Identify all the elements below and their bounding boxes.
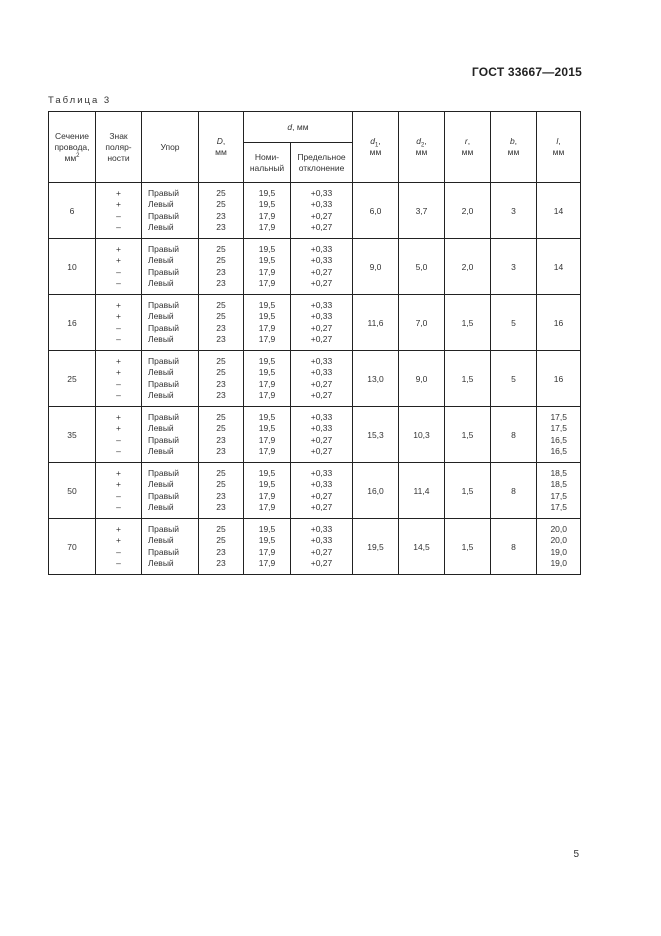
cell-polarity [96, 183, 142, 239]
cell-nominal-value: 19,5 [258, 367, 276, 378]
cell-deviation-value: +0,33 [310, 479, 333, 490]
cell-deviation-value: +0,27 [310, 546, 333, 557]
cell-polarity-value: – [116, 322, 121, 333]
cell-stop [142, 519, 199, 575]
cell-l-value: 17,5 [550, 423, 567, 434]
cell-stop [142, 239, 199, 295]
cell-stop-value: Правый [148, 243, 179, 254]
cell-deviation-value: +0,27 [310, 501, 333, 512]
cell-nominal-value: 19,5 [258, 523, 276, 534]
cell-deviation-value: +0,27 [310, 333, 333, 344]
cell-b: 8 [491, 519, 537, 575]
cell-stop-value: Правый [148, 322, 179, 333]
cell-nominal-value: 19,5 [258, 355, 276, 366]
cell-deviation [291, 295, 353, 351]
cell-nominal-value: 17,9 [258, 490, 276, 501]
cell-d1: 11,6 [353, 295, 399, 351]
cell-l-value: 16,5 [550, 445, 567, 456]
header-d2: $d_2$, мм [399, 112, 445, 183]
cell-nominal [244, 519, 291, 575]
cell-nominal-value: 17,9 [258, 210, 276, 221]
cell-d2: 5,0 [399, 239, 445, 295]
cell-deviation-value: +0,27 [310, 490, 333, 501]
cell-stop-value: Правый [148, 378, 179, 389]
cell-deviation-value: +0,33 [310, 367, 333, 378]
cell-l-value: 19,0 [550, 546, 567, 557]
cell-stop-value: Левый [148, 333, 174, 344]
cell-l-value: 20,0 [550, 535, 567, 546]
cell-d1: 9,0 [353, 239, 399, 295]
cell-b: 8 [491, 407, 537, 463]
cell-deviation [291, 351, 353, 407]
header-section: Сечение провода, $мм^2$ [49, 112, 96, 183]
cell-D-value: 25 [216, 255, 226, 266]
cell-r: 1,5 [445, 463, 491, 519]
cell-nominal-value: 17,9 [258, 378, 276, 389]
cell-deviation-value: +0,33 [310, 243, 333, 254]
table-row [49, 351, 581, 407]
cell-nominal-value: 17,9 [258, 322, 276, 333]
cell-deviation-value: +0,33 [310, 199, 333, 210]
cell-l-value: 18,5 [550, 467, 567, 478]
cell-polarity-value: + [116, 423, 121, 434]
cell-l-value: 17,5 [550, 411, 567, 422]
cell-nominal-value: 19,5 [258, 187, 276, 198]
cell-D-value: 25 [216, 423, 226, 434]
cell-deviation-value: +0,33 [310, 467, 333, 478]
cell-deviation [291, 519, 353, 575]
cell-D [199, 183, 244, 239]
cell-l [537, 519, 581, 575]
cell-section: 50 [49, 463, 96, 519]
cell-deviation-value: +0,27 [310, 221, 333, 232]
cell-polarity-value: – [116, 501, 121, 512]
cell-D-value: 23 [216, 389, 226, 400]
cell-polarity [96, 407, 142, 463]
cell-D-value: 25 [216, 243, 226, 254]
cell-deviation-value: +0,33 [310, 311, 333, 322]
cell-nominal-value: 17,9 [258, 434, 276, 445]
cell-deviation-value: +0,27 [310, 557, 333, 568]
cell-D-value: 25 [216, 199, 226, 210]
cell-nominal-value: 19,5 [258, 299, 276, 310]
cell-d2: 14,5 [399, 519, 445, 575]
cell-D-value: 23 [216, 210, 226, 221]
table-header [49, 112, 581, 183]
cell-l-value: 16,5 [550, 434, 567, 445]
cell-stop [142, 183, 199, 239]
cell-stop-value: Левый [148, 479, 174, 490]
cell-polarity-value: + [116, 479, 121, 490]
cell-stop [142, 407, 199, 463]
cell-polarity-value: – [116, 333, 121, 344]
cell-stop-value: Левый [148, 277, 174, 288]
cell-polarity-value: – [116, 389, 121, 400]
cell-stop-value: Левый [148, 501, 174, 512]
cell-stop-value: Левый [148, 367, 174, 378]
table-body [49, 183, 581, 575]
cell-D-value: 25 [216, 299, 226, 310]
cell-D-value: 23 [216, 378, 226, 389]
page-number: 5 [573, 849, 579, 860]
cell-polarity-value: + [116, 199, 121, 210]
cell-deviation-value: +0,27 [310, 322, 333, 333]
cell-section: 25 [49, 351, 96, 407]
cell-section: 70 [49, 519, 96, 575]
cell-nominal-value: 17,9 [258, 333, 276, 344]
cell-polarity [96, 351, 142, 407]
cell-D [199, 239, 244, 295]
cell-stop-value: Правый [148, 299, 179, 310]
cell-nominal-value: 17,9 [258, 445, 276, 456]
header-nominal: Номи- нальный [244, 143, 291, 183]
cell-section: 35 [49, 407, 96, 463]
cell-deviation-value: +0,27 [310, 389, 333, 400]
cell-polarity-value: + [116, 467, 121, 478]
cell-r: 2,0 [445, 183, 491, 239]
cell-D-value: 23 [216, 266, 226, 277]
header-D: D, мм [199, 112, 244, 183]
cell-stop-value: Левый [148, 423, 174, 434]
cell-nominal-value: 19,5 [258, 467, 276, 478]
cell-nominal-value: 17,9 [258, 389, 276, 400]
cell-deviation-value: +0,33 [310, 423, 333, 434]
cell-b: 5 [491, 351, 537, 407]
cell-polarity [96, 519, 142, 575]
cell-l-value: 18,5 [550, 479, 567, 490]
cell-d1: 19,5 [353, 519, 399, 575]
cell-polarity-value: + [116, 411, 121, 422]
cell-stop-value: Правый [148, 266, 179, 277]
cell-D-value: 25 [216, 467, 226, 478]
cell-deviation-value: +0,27 [310, 277, 333, 288]
cell-polarity-value: + [116, 367, 121, 378]
header-d: d, мм [244, 112, 353, 143]
cell-section: 10 [49, 239, 96, 295]
table-row [49, 239, 581, 295]
cell-deviation-value: +0,27 [310, 445, 333, 456]
cell-deviation-value: +0,33 [310, 355, 333, 366]
cell-deviation [291, 407, 353, 463]
cell-deviation-value: +0,33 [310, 535, 333, 546]
cell-deviation-value: +0,33 [310, 255, 333, 266]
cell-nominal-value: 17,9 [258, 277, 276, 288]
header-l: l, мм [537, 112, 581, 183]
cell-stop-value: Правый [148, 546, 179, 557]
cell-d2: 9,0 [399, 351, 445, 407]
cell-stop [142, 351, 199, 407]
cell-stop-value: Правый [148, 523, 179, 534]
cell-d1: 6,0 [353, 183, 399, 239]
cell-r: 2,0 [445, 239, 491, 295]
cell-D [199, 351, 244, 407]
cell-b: 3 [491, 239, 537, 295]
cell-D-value: 23 [216, 221, 226, 232]
cell-polarity-value: – [116, 221, 121, 232]
cell-b: 3 [491, 183, 537, 239]
cell-D [199, 519, 244, 575]
cell-polarity [96, 295, 142, 351]
cell-l-value: 17,5 [550, 490, 567, 501]
table-row [49, 407, 581, 463]
cell-polarity-value: – [116, 434, 121, 445]
cell-nominal-value: 19,5 [258, 311, 276, 322]
cell-polarity-value: + [116, 355, 121, 366]
cell-stop [142, 295, 199, 351]
cell-polarity-value: + [116, 187, 121, 198]
table-row [49, 463, 581, 519]
cell-polarity-value: + [116, 535, 121, 546]
cell-stop-value: Правый [148, 187, 179, 198]
cell-l: 14 [537, 183, 581, 239]
cell-deviation-value: +0,27 [310, 266, 333, 277]
cell-deviation-value: +0,27 [310, 434, 333, 445]
cell-stop-value: Левый [148, 199, 174, 210]
cell-D-value: 25 [216, 479, 226, 490]
cell-nominal-value: 17,9 [258, 557, 276, 568]
cell-polarity-value: – [116, 378, 121, 389]
cell-D-value: 23 [216, 277, 226, 288]
cell-polarity-value: + [116, 311, 121, 322]
cell-nominal [244, 183, 291, 239]
header-stop: Упор [142, 112, 199, 183]
cell-nominal [244, 295, 291, 351]
cell-polarity-value: + [116, 255, 121, 266]
cell-stop-value: Левый [148, 389, 174, 400]
cell-D-value: 23 [216, 490, 226, 501]
cell-nominal-value: 19,5 [258, 423, 276, 434]
header-b: b, мм [491, 112, 537, 183]
cell-stop-value: Правый [148, 355, 179, 366]
cell-r: 1,5 [445, 295, 491, 351]
cell-l-value: 17,5 [550, 501, 567, 512]
table-row [49, 295, 581, 351]
cell-D-value: 25 [216, 311, 226, 322]
table-3 [48, 111, 581, 575]
cell-r: 1,5 [445, 407, 491, 463]
cell-D-value: 23 [216, 434, 226, 445]
cell-d1: 15,3 [353, 407, 399, 463]
header-r: r, мм [445, 112, 491, 183]
cell-D-value: 23 [216, 501, 226, 512]
cell-d2: 10,3 [399, 407, 445, 463]
cell-b: 5 [491, 295, 537, 351]
cell-deviation [291, 463, 353, 519]
cell-D-value: 25 [216, 535, 226, 546]
cell-D-value: 23 [216, 546, 226, 557]
cell-nominal-value: 19,5 [258, 535, 276, 546]
cell-d2: 7,0 [399, 295, 445, 351]
cell-nominal-value: 19,5 [258, 255, 276, 266]
cell-stop-value: Правый [148, 467, 179, 478]
cell-d2: 11,4 [399, 463, 445, 519]
cell-stop-value: Левый [148, 255, 174, 266]
cell-D-value: 23 [216, 557, 226, 568]
cell-l [537, 463, 581, 519]
cell-D-value: 23 [216, 333, 226, 344]
cell-deviation-value: +0,33 [310, 411, 333, 422]
cell-r: 1,5 [445, 351, 491, 407]
table-row [49, 183, 581, 239]
cell-stop-value: Левый [148, 535, 174, 546]
cell-polarity [96, 239, 142, 295]
cell-stop-value: Правый [148, 411, 179, 422]
cell-l: 16 [537, 351, 581, 407]
cell-D [199, 463, 244, 519]
cell-nominal [244, 407, 291, 463]
cell-stop-value: Правый [148, 210, 179, 221]
cell-nominal-value: 19,5 [258, 479, 276, 490]
cell-nominal-value: 17,9 [258, 221, 276, 232]
cell-deviation-value: +0,33 [310, 187, 333, 198]
cell-polarity-value: + [116, 523, 121, 534]
cell-l-value: 19,0 [550, 557, 567, 568]
cell-stop-value: Левый [148, 311, 174, 322]
cell-polarity-value: + [116, 299, 121, 310]
cell-l-value: 20,0 [550, 523, 567, 534]
cell-nominal [244, 463, 291, 519]
cell-stop-value: Левый [148, 557, 174, 568]
cell-D-value: 25 [216, 187, 226, 198]
table-caption: Таблица 3 [48, 95, 112, 106]
cell-section: 16 [49, 295, 96, 351]
cell-deviation [291, 183, 353, 239]
cell-D [199, 407, 244, 463]
cell-d2: 3,7 [399, 183, 445, 239]
cell-polarity-value: – [116, 266, 121, 277]
cell-r: 1,5 [445, 519, 491, 575]
cell-D-value: 23 [216, 322, 226, 333]
cell-polarity-value: – [116, 557, 121, 568]
cell-stop-value: Правый [148, 434, 179, 445]
cell-l [537, 407, 581, 463]
cell-D-value: 25 [216, 523, 226, 534]
header-d1: $d_1$, мм [353, 112, 399, 183]
standard-number: ГОСТ 33667—2015 [471, 65, 582, 79]
header-polarity: Знак поляр- ности [96, 112, 142, 183]
cell-section: 6 [49, 183, 96, 239]
cell-b: 8 [491, 463, 537, 519]
cell-nominal-value: 17,9 [258, 546, 276, 557]
cell-deviation-value: +0,33 [310, 523, 333, 534]
table-row [49, 519, 581, 575]
cell-polarity-value: + [116, 243, 121, 254]
cell-stop-value: Правый [148, 490, 179, 501]
cell-nominal-value: 17,9 [258, 266, 276, 277]
cell-deviation-value: +0,27 [310, 378, 333, 389]
cell-nominal-value: 17,9 [258, 501, 276, 512]
cell-deviation-value: +0,33 [310, 299, 333, 310]
cell-stop [142, 463, 199, 519]
cell-polarity [96, 463, 142, 519]
cell-polarity-value: – [116, 445, 121, 456]
cell-stop-value: Левый [148, 221, 174, 232]
cell-D [199, 295, 244, 351]
cell-D-value: 25 [216, 411, 226, 422]
cell-d1: 16,0 [353, 463, 399, 519]
cell-l: 16 [537, 295, 581, 351]
cell-l: 14 [537, 239, 581, 295]
cell-polarity-value: – [116, 546, 121, 557]
cell-nominal [244, 239, 291, 295]
cell-stop-value: Левый [148, 445, 174, 456]
header-deviation: Предельное отклонение [291, 143, 353, 183]
cell-D-value: 25 [216, 367, 226, 378]
cell-nominal-value: 19,5 [258, 411, 276, 422]
cell-polarity-value: – [116, 490, 121, 501]
cell-nominal-value: 19,5 [258, 199, 276, 210]
cell-polarity-value: – [116, 277, 121, 288]
cell-D-value: 25 [216, 355, 226, 366]
cell-nominal-value: 19,5 [258, 243, 276, 254]
cell-d1: 13,0 [353, 351, 399, 407]
cell-deviation [291, 239, 353, 295]
cell-D-value: 23 [216, 445, 226, 456]
cell-deviation-value: +0,27 [310, 210, 333, 221]
cell-polarity-value: – [116, 210, 121, 221]
cell-nominal [244, 351, 291, 407]
